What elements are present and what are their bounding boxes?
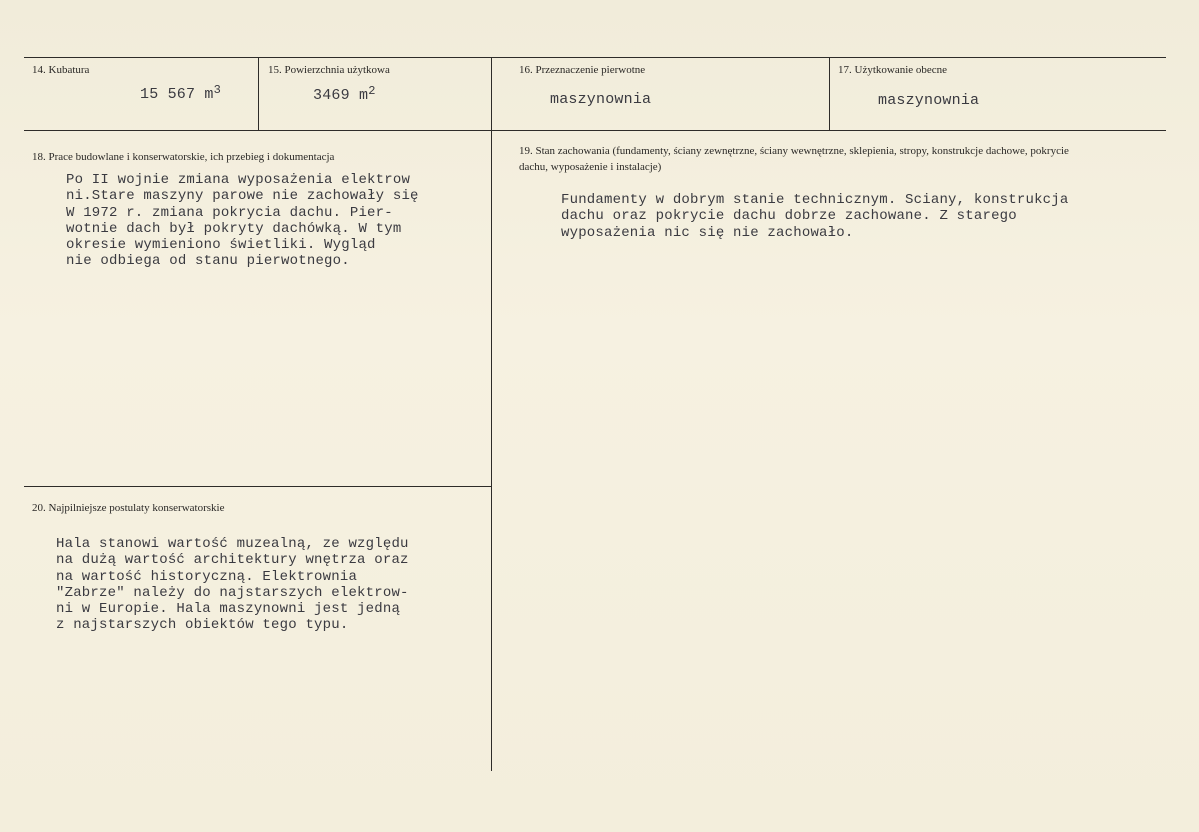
- przeznaczenie-label: 16. Przeznaczenie pierwotne: [519, 64, 646, 76]
- powierzchnia-value: [313, 84, 376, 104]
- stan-text: Fundamenty w dobrym stanie technicznym. Sciany, konstrukcja dachu oraz pokrycie dachu dobrze zachowane. Z starego wyposażenia nic się nie zachowało.: [561, 192, 1069, 241]
- stan-label: 19. Stan zachowania (fundamenty, ściany zewnętrzne, ściany wewnętrzne, sklepienia, stropy, konstrukcje dachowe, pokrycie dachu, wyposażenie i instalacje): [519, 145, 1069, 173]
- second-rule: [24, 130, 1166, 131]
- postulaty-label: 20. Najpilniejsze postulaty konserwatorskie: [32, 502, 225, 514]
- kubatura-label: 14. Kubatura: [32, 64, 90, 76]
- divider-16-17: [829, 57, 830, 130]
- uzytkowanie-value: maszynownia: [878, 92, 980, 109]
- powierzchnia-number: 3469 m: [313, 87, 369, 104]
- postulaty-text: Hala stanowi wartość muzealną, ze względu na dużą wartość architektury wnętrza oraz na wartość historyczną. Elektrownia "Zabrze" należy do najstarszych elektrow- ni w Europie. Hala maszynowni jest jedną z najstarszych obiektów tego typu.: [56, 536, 409, 634]
- uzytkowanie-label: 17. Użytkowanie obecne: [838, 64, 948, 76]
- kubatura-exponent: 3: [213, 83, 222, 97]
- divider-main: [491, 57, 492, 771]
- divider-14-15: [258, 57, 259, 130]
- prace-text: Po II wojnie zmiana wyposażenia elektrow ni.Stare maszyny parowe nie zachowały się W 1972 r. zmiana pokrycia dachu. Pier- wotnie dach był pokryty dachówką. W tym okresie wymieniono świetliki. Wygląd nie odbiega od stanu pierwotnego.: [66, 172, 419, 270]
- section-20-rule: [24, 486, 492, 487]
- powierzchnia-exponent: 2: [368, 84, 376, 98]
- top-rule: [24, 57, 1166, 58]
- kubatura-number: 15 567 m: [140, 86, 214, 103]
- kubatura-value: [140, 83, 222, 103]
- powierzchnia-label: 15. Powierzchnia użytkowa: [268, 64, 390, 76]
- przeznaczenie-value: maszynownia: [550, 91, 652, 108]
- prace-label: 18. Prace budowlane i konserwatorskie, ich przebieg i dokumentacja: [32, 151, 335, 163]
